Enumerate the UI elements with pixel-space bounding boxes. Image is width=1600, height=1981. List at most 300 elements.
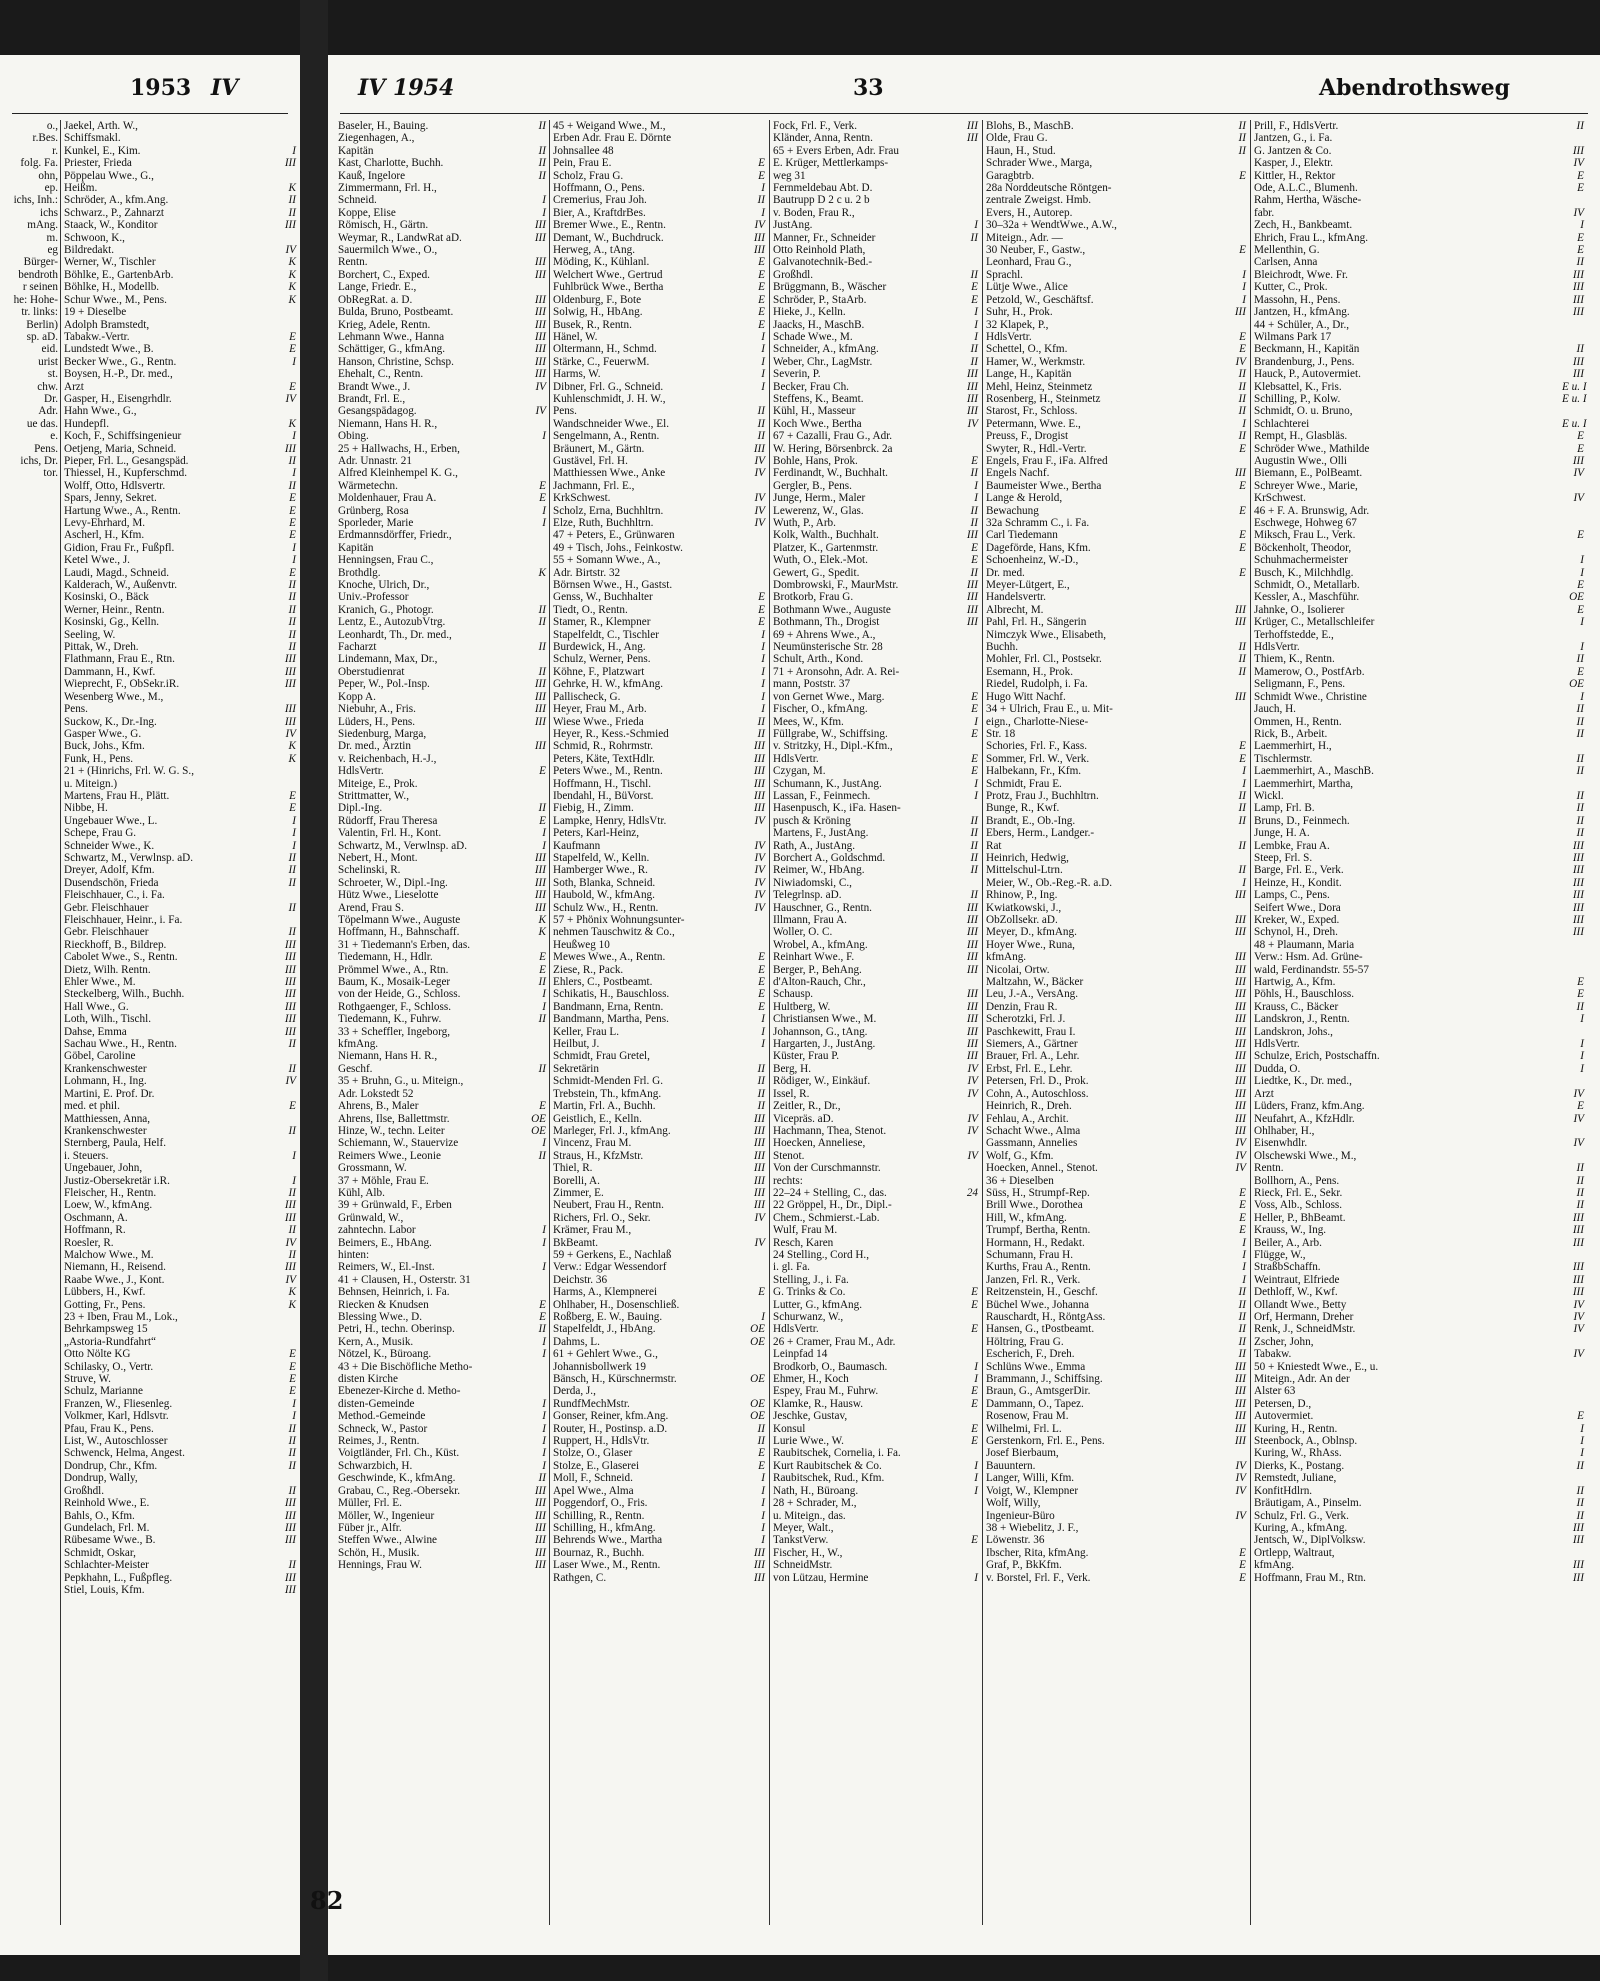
entry-text: Ingenieur-Büro xyxy=(986,1509,1055,1522)
directory-entry xyxy=(338,232,546,244)
entry-floor: III xyxy=(1234,963,1246,976)
entry-text: Großhdl. xyxy=(64,1484,105,1497)
entry-floor xyxy=(524,182,546,194)
directory-entry xyxy=(773,666,978,678)
directory-entry xyxy=(1254,306,1584,318)
entry-floor xyxy=(1224,579,1246,591)
entry-floor: III xyxy=(534,1546,546,1559)
entry-text: Petersen, D., xyxy=(1254,1397,1312,1410)
entry-text: Rosenberg, H., Steinmetz xyxy=(986,392,1101,405)
left-header-rule xyxy=(12,113,288,114)
entry-floor: I xyxy=(761,641,765,654)
directory-entry xyxy=(553,381,765,393)
entry-text: Ungebauer, John, xyxy=(64,1162,143,1175)
entry-floor: III xyxy=(753,752,765,765)
entry-text: Heyer, R., Kess.-Schmied xyxy=(553,727,669,740)
entry-text: Borchert A., Goldschmd. xyxy=(773,851,886,864)
directory-entry xyxy=(64,232,296,244)
entry-floor xyxy=(743,554,765,566)
entry-text: Spars, Jenny, Sekret. xyxy=(64,492,157,505)
entry-text: Hormann, H., Redakt. xyxy=(986,1236,1085,1249)
entry-floor: III xyxy=(1234,306,1246,319)
entry-text: Cohn, A., Autoschloss. xyxy=(986,1087,1089,1100)
directory-entry xyxy=(64,765,296,777)
entry-text: v. Reichenbach, H.-J., xyxy=(338,752,437,765)
entry-text: Werner, Heinr., Rentn. xyxy=(64,603,165,616)
entry-floor: IV xyxy=(754,889,765,902)
directory-entry xyxy=(986,132,1246,144)
entry-floor: II xyxy=(757,715,765,728)
fragment-line: Berlin) xyxy=(26,318,58,331)
entry-floor: II xyxy=(288,901,296,914)
directory-entry xyxy=(338,852,546,864)
directory-entry xyxy=(553,1150,765,1162)
entry-floor: K xyxy=(288,182,296,195)
entry-floor xyxy=(274,306,296,318)
directory-entry xyxy=(773,616,978,628)
directory-entry xyxy=(553,1311,765,1323)
entry-floor xyxy=(1224,554,1246,566)
entry-floor: II xyxy=(288,1559,296,1572)
entry-text: 36 + Dieselben xyxy=(986,1174,1054,1187)
directory-entry xyxy=(986,1410,1246,1422)
fragment-line: eg xyxy=(47,244,58,257)
directory-entry xyxy=(986,1100,1246,1112)
directory-entry xyxy=(64,368,296,380)
directory-entry xyxy=(1254,368,1584,380)
directory-entry xyxy=(338,877,546,889)
entry-floor: E xyxy=(1577,529,1584,542)
entry-text: Schmidt-Menden Frl. G. xyxy=(553,1075,664,1088)
entry-floor: IV xyxy=(1573,1137,1584,1150)
entry-floor: I xyxy=(1242,417,1246,430)
entry-floor: IV xyxy=(967,1124,978,1137)
entry-floor: I xyxy=(542,1348,546,1361)
directory-entry xyxy=(64,1497,296,1509)
entry-text: Marleger, Frl. J., kfmAng. xyxy=(553,1124,671,1137)
directory-entry xyxy=(553,1323,765,1335)
entry-text: Petermann, Wwe. E., xyxy=(986,417,1081,430)
directory-entry xyxy=(338,889,546,901)
entry-floor: E xyxy=(289,380,296,393)
entry-text: 21 + (Hinrichs, Frl. W. G. S., xyxy=(64,765,194,778)
entry-floor: I xyxy=(1242,1273,1246,1286)
entry-text: Hoffmann, O., Pens. xyxy=(553,182,645,195)
entry-floor: III xyxy=(284,219,296,232)
directory-entry xyxy=(1254,505,1584,517)
directory-entry xyxy=(338,1050,546,1062)
entry-text: Füllgrabe, W., Schiffsing. xyxy=(773,727,888,740)
directory-entry xyxy=(64,1299,296,1311)
directory-entry xyxy=(773,815,978,827)
directory-entry xyxy=(986,728,1246,740)
entry-floor: IV xyxy=(285,392,296,405)
directory-entry xyxy=(338,1001,546,1013)
entry-text: Roesler, R. xyxy=(64,1236,114,1249)
directory-entry xyxy=(553,1001,765,1013)
directory-entry xyxy=(773,492,978,504)
entry-floor: III xyxy=(1234,1385,1246,1398)
entry-text: Schröder, A., kfm.Ang. xyxy=(64,194,169,207)
directory-entry xyxy=(773,1162,978,1174)
entry-floor: II xyxy=(538,1013,546,1026)
entry-text: Zimmermann, Frl. H., xyxy=(338,182,437,195)
fragment-line: m. xyxy=(46,231,58,244)
entry-text: 47 + Peters, E., Grünwaren xyxy=(553,529,675,542)
entry-floor: III xyxy=(534,864,546,877)
entry-floor: E xyxy=(1239,330,1246,343)
entry-text: Haubold, W., kfmAng. xyxy=(553,889,655,902)
directory-entry xyxy=(1254,1050,1584,1062)
entry-text: Pallischeck, G. xyxy=(553,690,621,703)
entry-floor: III xyxy=(966,914,978,926)
entry-floor: II xyxy=(1238,665,1246,678)
entry-floor: III xyxy=(284,653,296,666)
entry-text: Schättiger, G., kfmAng. xyxy=(338,343,446,356)
entry-text: Jantzen, H., kfmAng. xyxy=(1254,306,1350,319)
entry-text: KrkSchwest. xyxy=(553,492,611,505)
entry-floor: III xyxy=(1234,1397,1246,1410)
entry-text: Hugo Witt Nachf. xyxy=(986,690,1066,703)
entry-text: G. Jantzen & Co. xyxy=(1254,144,1332,157)
entry-text: Zeitler, R., Dr., xyxy=(773,1100,841,1113)
entry-text: Niemann, H., Reisend. xyxy=(64,1261,166,1274)
entry-text: Bautrupp D 2 c u. 2 b xyxy=(773,194,870,207)
directory-entry xyxy=(338,567,546,579)
entry-text: Leonhardt, Th., Dr. med., xyxy=(338,628,452,641)
directory-entry xyxy=(553,1212,765,1224)
directory-entry xyxy=(553,1199,765,1211)
entry-text: eign., Charlotte-Niese- xyxy=(986,715,1089,728)
entry-floor: III xyxy=(1572,1261,1584,1274)
directory-entry xyxy=(64,343,296,355)
entry-floor: III xyxy=(753,1124,765,1137)
entry-text: HdlsVertr. xyxy=(986,330,1032,343)
directory-entry xyxy=(773,542,978,554)
entry-text: 35 + Bruhn, G., u. Miteign., xyxy=(338,1075,464,1088)
entry-floor: III xyxy=(284,1261,296,1274)
footer-page-number: 82 xyxy=(310,1886,344,1915)
entry-text: Bollhorn, A., Pens. xyxy=(1254,1174,1340,1187)
directory-entry xyxy=(553,405,765,417)
entry-floor: II xyxy=(538,157,546,170)
directory-entry xyxy=(1254,207,1584,219)
column-divider-3 xyxy=(982,120,983,1925)
directory-entry xyxy=(338,641,546,653)
entry-floor: I xyxy=(974,219,978,232)
entry-floor xyxy=(956,194,978,206)
entry-text: Wilmans Park 17 xyxy=(1254,330,1332,343)
entry-text: Engels, Frau F., iFa. Alfred xyxy=(986,454,1108,467)
fragment-line: tr. links: xyxy=(21,306,58,319)
entry-floor xyxy=(1562,480,1584,492)
entry-floor: E xyxy=(1239,169,1246,182)
directory-entry xyxy=(338,219,546,231)
entry-text: Steffens, K., Beamt. xyxy=(773,392,864,405)
directory-entry xyxy=(773,765,978,777)
entry-text: Wolf, Willy, xyxy=(986,1497,1041,1510)
entry-text: Busch, K., Milchhdlg. xyxy=(1254,566,1354,579)
entry-text: med. et phil. xyxy=(64,1100,120,1113)
entry-floor: E xyxy=(758,591,765,604)
entry-floor: III xyxy=(534,889,546,902)
directory-entry xyxy=(338,207,546,219)
entry-text: Gundelach, Frl. M. xyxy=(64,1521,150,1534)
entry-floor xyxy=(524,753,546,765)
directory-entry xyxy=(1254,1038,1584,1050)
entry-text: wald, Ferdinandstr. 55-57 xyxy=(1254,963,1369,976)
entry-text: Kasper, J., Elektr. xyxy=(1254,157,1334,170)
directory-entry xyxy=(986,1212,1246,1224)
entry-text: Krankenschwester xyxy=(64,1124,147,1137)
directory-entry xyxy=(1254,1026,1584,1038)
entry-floor: I xyxy=(542,1447,546,1460)
entry-text: Scherotzki, Frl. J. xyxy=(986,1013,1066,1026)
entry-floor: I xyxy=(761,1311,765,1323)
fragment-line: r seinen xyxy=(22,281,58,294)
entry-text: Alster 63 xyxy=(1254,1385,1296,1398)
entry-text: Zscher, John, xyxy=(1254,1335,1314,1348)
entry-floor: II xyxy=(1576,1484,1584,1497)
directory-entry xyxy=(553,579,765,591)
directory-entry xyxy=(64,1423,296,1435)
entry-text: Laser Wwe., M., Rentn. xyxy=(553,1559,661,1572)
directory-entry xyxy=(773,1547,978,1559)
directory-entry xyxy=(986,1249,1246,1261)
entry-floor: III xyxy=(1572,1273,1584,1286)
entry-floor: III xyxy=(1572,268,1584,281)
entry-text: Schneider Wwe., K. xyxy=(64,839,155,852)
directory-entry xyxy=(773,132,978,144)
directory-entry xyxy=(773,480,978,492)
entry-floor: E xyxy=(1577,603,1584,616)
directory-entry xyxy=(986,1311,1246,1323)
directory-entry xyxy=(64,281,296,293)
entry-floor: III xyxy=(966,616,978,629)
entry-text: Gebr. Fleischhauer xyxy=(64,926,149,939)
fragment-line: ue das. xyxy=(26,417,58,430)
entry-text: „Astoria-Rundfahrt“ xyxy=(64,1335,156,1348)
entry-text: Gebr. Fleischhauer xyxy=(64,901,149,914)
directory-entry xyxy=(986,1286,1246,1298)
entry-floor xyxy=(956,1274,978,1286)
entry-floor: III xyxy=(284,963,296,976)
directory-entry xyxy=(553,629,765,641)
entry-floor: III xyxy=(284,1000,296,1013)
entry-floor: III xyxy=(534,268,546,281)
entry-floor xyxy=(956,1522,978,1534)
entry-floor: E xyxy=(1577,244,1584,257)
entry-text: Gustävel, Frl. H. xyxy=(553,454,628,467)
entry-text: Brill Wwe., Dorothea xyxy=(986,1199,1083,1212)
entry-floor: E xyxy=(758,293,765,306)
entry-floor: I xyxy=(542,1261,546,1274)
directory-entry xyxy=(773,976,978,988)
directory-entry xyxy=(553,1175,765,1187)
entry-text: Kopp A. xyxy=(338,690,376,703)
directory-entry xyxy=(986,765,1246,777)
entry-floor: II xyxy=(1576,1000,1584,1013)
entry-floor: E xyxy=(758,603,765,616)
entry-floor: OE xyxy=(750,1410,765,1423)
directory-entry xyxy=(553,1497,765,1509)
entry-floor: II xyxy=(288,616,296,629)
directory-entry xyxy=(1254,417,1587,430)
entry-floor: II xyxy=(288,1124,296,1137)
directory-entry xyxy=(338,1522,546,1534)
entry-floor: III xyxy=(534,876,546,889)
entry-text: Lembke, Frau A. xyxy=(1254,839,1330,852)
entry-text: Becker Wwe., G., Rentn. xyxy=(64,355,177,368)
entry-text: Schmidt, O., Metallarb. xyxy=(1254,579,1360,592)
directory-entry xyxy=(773,1075,978,1087)
directory-entry xyxy=(773,517,978,529)
entry-text: Hamberger Wwe., R. xyxy=(553,864,648,877)
directory-entry xyxy=(553,653,765,665)
entry-text: Adr. Birtstr. 32 xyxy=(553,566,621,579)
entry-floor: II xyxy=(1576,653,1584,666)
entry-floor: OE xyxy=(750,1373,765,1386)
entry-floor xyxy=(1224,629,1246,641)
directory-entry xyxy=(64,542,296,554)
directory-entry xyxy=(773,988,978,1000)
directory-entry xyxy=(1254,852,1584,864)
directory-entry xyxy=(64,740,296,752)
entry-floor xyxy=(956,877,978,889)
fragment-line: r. xyxy=(52,144,58,157)
entry-floor: I xyxy=(1580,690,1584,703)
directory-entry xyxy=(64,567,296,579)
entry-text: Steenbock, A., Oblnsp. xyxy=(1254,1435,1358,1448)
directory-entry xyxy=(773,1261,978,1273)
entry-floor: II xyxy=(1238,120,1246,132)
directory-entry xyxy=(986,1572,1246,1584)
entry-floor: E xyxy=(971,554,978,567)
entry-floor xyxy=(956,1237,978,1249)
street-title: Abendrothsweg xyxy=(1319,75,1510,101)
entry-text: Borelli, A. xyxy=(553,1174,600,1187)
entry-floor: II xyxy=(538,120,546,132)
entry-floor: E xyxy=(758,1286,765,1299)
directory-entry xyxy=(773,716,978,728)
entry-text: Beiler, A., Arb. xyxy=(1254,1236,1322,1249)
directory-entry xyxy=(986,1497,1246,1509)
entry-floor: OE xyxy=(750,1323,765,1336)
entry-text: Wolf, G., Kfm. xyxy=(986,1149,1054,1162)
entry-floor xyxy=(274,319,296,331)
entry-text: Starost, Fr., Schloss. xyxy=(986,405,1078,418)
directory-entry xyxy=(773,902,978,914)
entry-text: Suckow, K., Dr.-Ing. xyxy=(64,715,157,728)
entry-floor: E xyxy=(1577,169,1584,182)
entry-text: Hoecken, Anneliese, xyxy=(773,1137,866,1150)
directory-entry xyxy=(64,1113,296,1125)
entry-floor: II xyxy=(288,876,296,889)
entry-text: Lewerenz, W., Glas. xyxy=(773,504,864,517)
entry-text: Krüger, C., Metallschleifer xyxy=(1254,616,1375,629)
entry-floor: OE xyxy=(750,1397,765,1410)
entry-floor: I xyxy=(761,1013,765,1026)
entry-floor xyxy=(956,1137,978,1149)
entry-floor: I xyxy=(974,1373,978,1386)
entry-floor: I xyxy=(1242,765,1246,778)
directory-entry xyxy=(64,926,296,938)
entry-text: Rothgaenger, F., Schloss. xyxy=(338,1000,452,1013)
directory-entry xyxy=(986,1472,1246,1484)
directory-entry xyxy=(986,356,1246,368)
entry-floor: I xyxy=(761,182,765,195)
entry-floor: III xyxy=(753,1546,765,1559)
directory-entry xyxy=(986,1522,1246,1534)
directory-entry xyxy=(986,492,1246,504)
directory-entry xyxy=(64,914,296,926)
entry-floor: IV xyxy=(1573,206,1584,219)
directory-entry xyxy=(553,157,765,169)
entry-floor xyxy=(1224,703,1246,715)
directory-entry xyxy=(338,1311,546,1323)
entry-floor: IV xyxy=(754,864,765,877)
directory-entry xyxy=(773,1559,978,1571)
entry-text: 48 + Plaumann, Maria xyxy=(1254,938,1355,951)
entry-floor: II xyxy=(288,641,296,654)
entry-text: Rieck, Frl. E., Sekr. xyxy=(1254,1186,1343,1199)
directory-entry xyxy=(1254,728,1584,740)
directory-entry xyxy=(338,1299,546,1311)
directory-entry xyxy=(1254,157,1584,169)
entry-floor: IV xyxy=(967,1112,978,1125)
entry-text: Peters, Karl-Heinz, xyxy=(553,827,640,840)
entry-floor: E xyxy=(539,1311,546,1323)
entry-text: u. Miteign.) xyxy=(64,777,118,790)
entry-text: Verw.: Hsm. Ad. Grüne- xyxy=(1254,951,1363,964)
directory-entry xyxy=(64,1361,296,1373)
entry-text: Schmidt, Frau E. xyxy=(986,777,1062,790)
directory-entry xyxy=(1254,1435,1584,1447)
entry-text: Hartwig, A., Kfm. xyxy=(1254,976,1336,989)
entry-floor: II xyxy=(970,343,978,356)
directory-entry xyxy=(1254,1162,1584,1174)
entry-floor: III xyxy=(1572,1211,1584,1224)
entry-floor xyxy=(956,1510,978,1522)
directory-entry xyxy=(773,145,978,157)
directory-entry xyxy=(986,1125,1246,1137)
entry-text: Geistlich, E., Kelln. xyxy=(553,1112,642,1125)
entry-floor: III xyxy=(966,963,978,976)
directory-entry xyxy=(553,976,765,988)
entry-floor: OE xyxy=(1569,591,1584,604)
entry-floor: II xyxy=(538,1472,546,1485)
entry-floor: III xyxy=(1572,368,1584,381)
directory-entry xyxy=(553,1336,765,1348)
directory-entry xyxy=(986,1075,1246,1087)
entry-text: Poggendorf, O., Fris. xyxy=(553,1497,648,1510)
entry-floor: E xyxy=(1239,343,1246,356)
entry-text: Rhinow, P., Ing. xyxy=(986,889,1058,902)
entry-floor: II xyxy=(288,1435,296,1448)
entry-floor xyxy=(956,430,978,442)
entry-floor xyxy=(1562,1373,1584,1385)
entry-floor: III xyxy=(753,1571,765,1584)
entry-floor xyxy=(524,1088,546,1100)
entry-text: Meyer, D., kfmAng. xyxy=(986,926,1077,939)
directory-entry xyxy=(553,1385,765,1397)
entry-floor: III xyxy=(753,765,765,778)
entry-floor: III xyxy=(1234,1013,1246,1026)
entry-floor: II xyxy=(288,591,296,604)
entry-floor xyxy=(743,1050,765,1062)
entry-text: Bothmann, Th., Drogist xyxy=(773,616,880,629)
entry-text: Schwoon, K., xyxy=(64,231,125,244)
